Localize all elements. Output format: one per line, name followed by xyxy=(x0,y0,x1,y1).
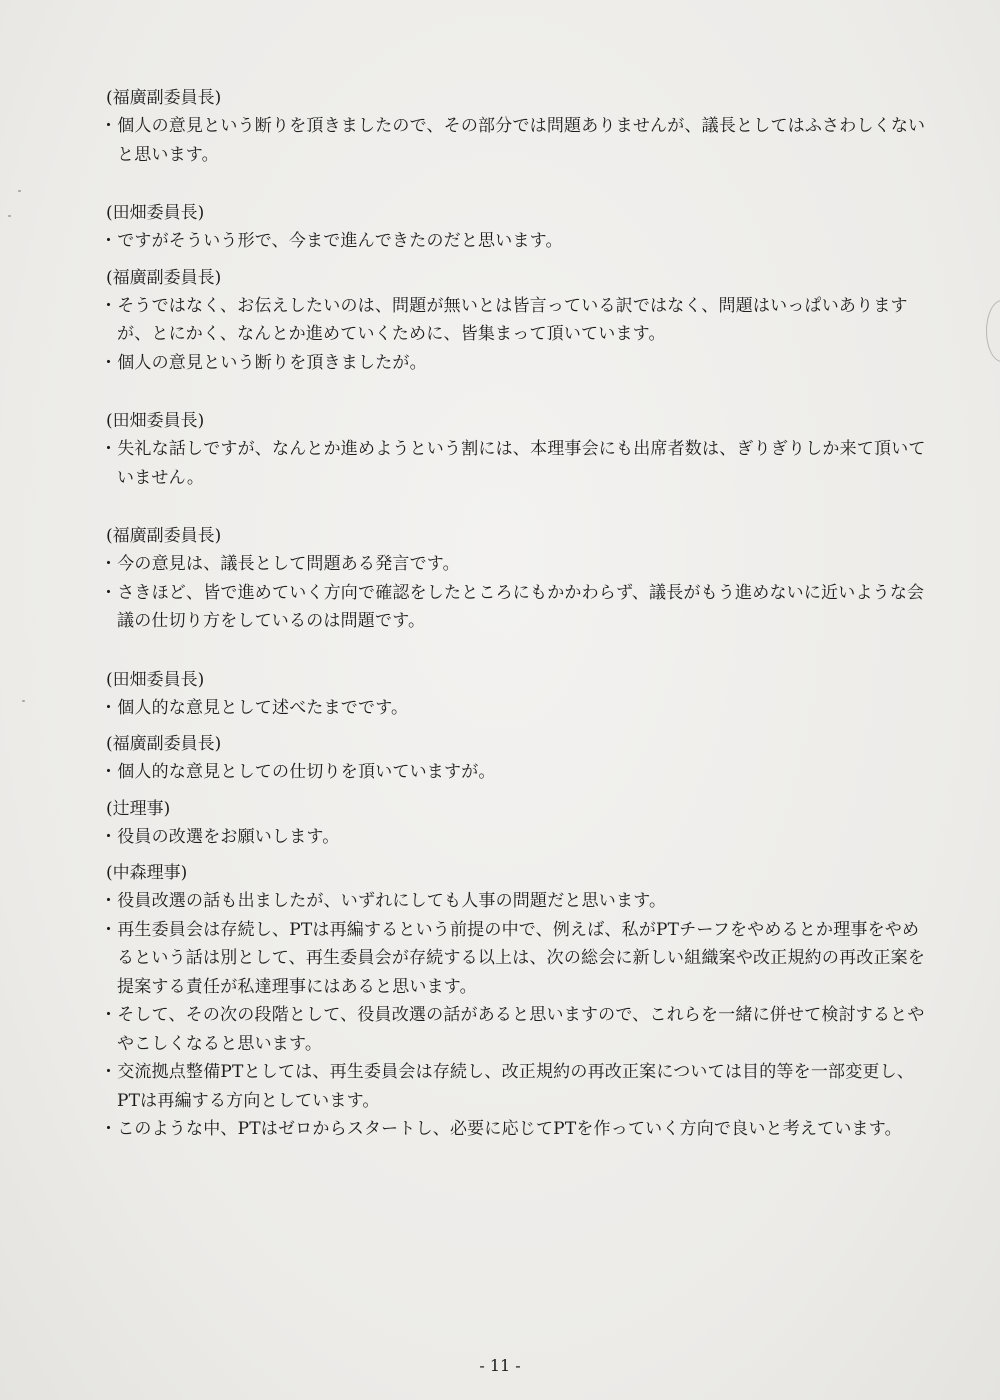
scan-speck xyxy=(22,700,25,702)
remark-block xyxy=(100,522,930,636)
remark-line: ・そして、その次の段階として、役員改選の話があると思いますので、これらを一緒に併せて検討するとややこしくなると思います。 xyxy=(100,1005,925,1054)
binder-hole-mark xyxy=(986,300,1000,362)
remark-line: ・個人的な意見として述べたまでです。 xyxy=(100,697,409,718)
remark-line: ・ですがそういう形で、今まで進んできたのだと思います。 xyxy=(100,231,563,251)
remark-block xyxy=(100,795,930,852)
remark-line: ・今の意見は、議長として問題ある発言です。 xyxy=(100,554,460,574)
speaker-label: (福廣副委員長) xyxy=(106,734,222,754)
scan-speck xyxy=(8,215,11,217)
remark-block xyxy=(100,407,930,492)
minutes-body xyxy=(100,84,930,1144)
remark-line: ・そうではなく、お伝えしたいのは、問題が無いとは皆言っている訳ではなく、問題はいっぱいありますが、とにかく、なんとか進めていくために、皆集まって頂いています。 xyxy=(100,295,908,344)
page-number: - 11 - xyxy=(479,1356,521,1375)
remark-block xyxy=(100,730,930,787)
remark-block xyxy=(100,859,930,1144)
remark-line: ・役員改選の話も出ましたが、いずれにしても人事の問題だと思います。 xyxy=(100,891,667,911)
remark-line: ・個人の意見という断りを頂きましたので、その部分では問題ありませんが、議長としてはふさわしくないと思います。 xyxy=(100,116,926,165)
remark-block xyxy=(100,264,930,378)
remark-line: ・個人的な意見としての仕切りを頂いていますが。 xyxy=(100,762,496,782)
remark-line: ・このような中、PTはゼロからスタートし、必要に応じてPTを作っていく方向で良いと考えています。 xyxy=(100,1119,902,1139)
remark-line: ・交流拠点整備PTとしては、再生委員会は存続し、改正規約の再改正案については目的等を一部変更し、PTは再編する方向としています。 xyxy=(100,1062,915,1111)
remark-block xyxy=(100,84,930,169)
speaker-label: (福廣副委員長) xyxy=(106,267,222,288)
speaker-label: (田畑委員長) xyxy=(106,411,205,431)
speaker-label: (福廣副委員長) xyxy=(106,88,222,108)
remark-line: ・再生委員会は存続し、PTは再編するという前提の中で、例えば、私がPTチーフをやめるとか理事をやめるという話は別として、再生委員会が存続する以上は、次の総会に新しい組織案や改正規約の再改正案を提案する責任が私達理事にはあると思います。 xyxy=(100,919,926,997)
speaker-label: (田畑委員長) xyxy=(106,669,205,690)
speaker-label: (福廣副委員長) xyxy=(106,526,222,546)
remark-line: ・個人の意見という断りを頂きましたが。 xyxy=(100,352,427,373)
speaker-label: (中森理事) xyxy=(106,863,188,883)
remark-line: ・失礼な話しですが、なんとか進めようという割には、本理事会にも出席者数は、ぎりぎりしか来て頂いていません。 xyxy=(100,439,926,488)
remark-block xyxy=(100,199,930,256)
speaker-label: (辻理事) xyxy=(106,798,171,819)
remark-block xyxy=(100,666,930,723)
remark-line: ・さきほど、皆で進めていく方向で確認をしたところにもかかわらず、議長がもう進めないに近いような会議の仕切り方をしているのは問題です。 xyxy=(100,582,925,631)
speaker-label: (田畑委員長) xyxy=(106,203,205,223)
scan-speck xyxy=(18,190,21,192)
remark-line: ・役員の改選をお願いします。 xyxy=(100,826,340,847)
